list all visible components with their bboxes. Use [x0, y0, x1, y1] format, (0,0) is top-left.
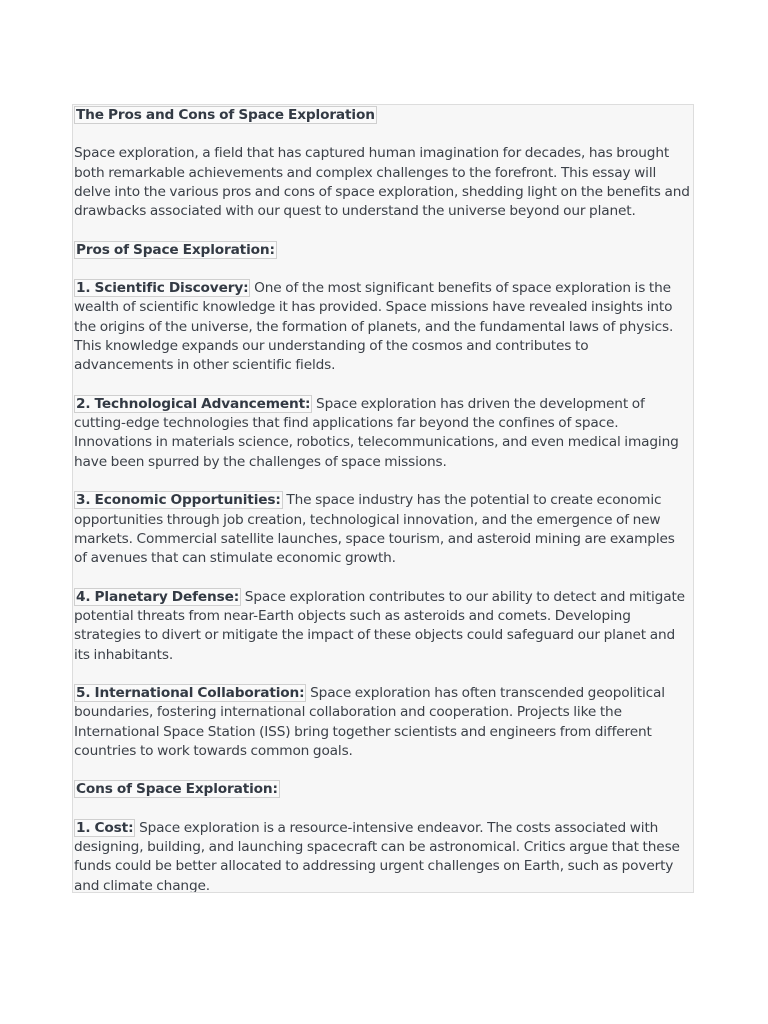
pro-item-label: 1. Scientific Discovery: [76, 280, 249, 297]
intro-paragraph: Space exploration, a field that has captured human imagination for decades, has brought both remarkable achievements and complex challenges to the forefront. This essay will delve into the various pros and cons of space exploration, shedding light on the benefits and drawbacks associated with our quest to understand the universe beyond our planet. [74, 145, 690, 220]
document-content [74, 106, 690, 893]
con-item-text: Space exploration is a resource-intensive endeavor. The costs associated with designing, building, and launching spacecraft can be astronomical. Critics argue that these funds could be better allocated to addressing urgent challenges on Earth, such as poverty and climate change. [74, 819, 680, 893]
document-page [72, 104, 694, 893]
pros-heading-paragraph [74, 241, 690, 260]
pro-item-label: 4. Planetary Defense: [76, 588, 240, 605]
title-paragraph [74, 106, 690, 125]
con-item-1 [74, 819, 690, 893]
pro-item-text: Space exploration has driven the development of cutting-edge technologies that find applications far beyond the confines of space. Innovations in materials science, robotics, telecommunications, and even medical imaging have been spurred by the challenges of space missions. [74, 395, 679, 470]
pro-item-text: One of the most significant benefits of space exploration is the wealth of scientific knowledge it has provided. Space missions have revealed insights into the origins of the universe, the formation of planets, and the fundamental laws of physics. This knowledge expands our understanding of the cosmos and contributes to advancements in other scientific fields. [74, 280, 674, 374]
pro-item-1 [74, 279, 690, 376]
pro-item-2 [74, 395, 690, 472]
cons-heading: Cons of Space Exploration: [76, 781, 278, 798]
con-item-label: 1. Cost: [76, 819, 134, 836]
pro-item-3 [74, 491, 690, 568]
pro-item-text: Space exploration has often transcended geopolitical boundaries, fostering international collaboration and cooperation. Projects like the International Space Station (ISS) bring together scientists and engineers from different countries to work towards common goals. [74, 684, 665, 759]
pro-item-label: 5. International Collaboration: [76, 684, 305, 701]
cons-heading-paragraph [74, 780, 690, 799]
pro-item-5 [74, 684, 690, 761]
pro-item-text: Space exploration contributes to our ability to detect and mitigate potential threats from near-Earth objects such as asteroids and comets. Developing strategies to divert or mitigate the impact of these objects could safeguard our planet and its inhabitants. [74, 588, 685, 663]
pro-item-label: 2. Technological Advancement: [76, 395, 311, 412]
pros-heading: Pros of Space Exploration: [76, 241, 275, 258]
pro-item-text: The space industry has the potential to create economic opportunities through job creation, technological innovation, and the emergence of new markets. Commercial satellite launches, space tourism, and asteroid mining are examples of avenues that can stimulate economic growth. [74, 492, 675, 567]
document-title: The Pros and Cons of Space Exploration [76, 107, 375, 123]
pro-item-label: 3. Economic Opportunities: [76, 492, 281, 509]
pro-item-4 [74, 588, 690, 665]
